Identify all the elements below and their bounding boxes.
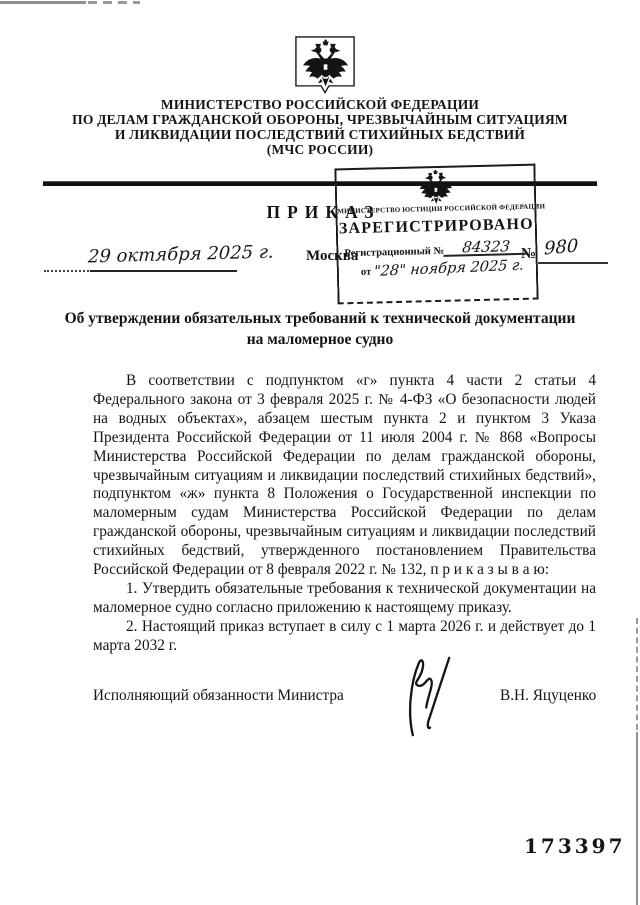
order-city: Москва xyxy=(306,248,359,264)
stamp-registered-label: ЗАРЕГИСТРИРОВАНО xyxy=(338,215,534,238)
order-subject xyxy=(43,308,597,350)
doc-type-title: ПРИКАЗ xyxy=(266,202,381,222)
stamp-reg-row xyxy=(344,239,527,259)
ministry-header-line: (МЧС РОССИИ) xyxy=(266,142,374,157)
scan-artifact-top-dashes xyxy=(88,1,140,4)
scan-artifact-right-dashes xyxy=(636,618,638,730)
justice-registration-stamp xyxy=(334,164,546,305)
body-paragraph: 2. Настоящий приказ вступает в силу с 1 марта 2026 г. и действует до 1 марта 2032 г. xyxy=(93,617,596,654)
ministry-header-line: МИНИСТЕРСТВО РОССИЙСКОЙ ФЕДЕРАЦИИ xyxy=(160,97,480,112)
ministry-header-line: И ЛИКВИДАЦИИ ПОСЛЕДСТВИЙ СТИХИЙНЫХ БЕДСТВИЙ xyxy=(114,127,526,142)
signature-mark xyxy=(398,653,466,739)
document-code: 173397 xyxy=(524,834,626,858)
order-subject-line: Об утверждении обязательных требований к технической документации xyxy=(64,310,576,327)
stamp-date-handwritten: "28" ноября 2025 г. xyxy=(373,257,525,280)
stamp-date-row xyxy=(361,259,536,279)
stamp-eagle-icon xyxy=(415,169,456,206)
date-underline-dots xyxy=(44,270,92,272)
signatory-position: Исполняющий обязанности Министра xyxy=(93,687,344,704)
date-underline xyxy=(90,270,237,272)
body-paragraph: 1. Утвердить обязательные требования к технической документации на маломерное судно согласно приложению к настоящему приказу. xyxy=(93,579,596,616)
stamp-date-prefix: от xyxy=(360,266,372,278)
ministry-header xyxy=(0,97,640,157)
order-body xyxy=(93,372,596,656)
order-number-handwritten: 980 xyxy=(543,235,579,260)
scan-artifact-right-solid xyxy=(636,732,638,905)
stamp-authority: МИНИСТЕРСТВО ЮСТИЦИИ РОССИЙСКОЙ ФЕДЕРАЦИИ xyxy=(337,203,546,216)
stamp-reg-label: Регистрационный № xyxy=(344,245,445,260)
order-number-underline xyxy=(538,262,608,264)
order-date-handwritten: 29 октября 2025 г. xyxy=(87,241,275,268)
order-subject-line: на маломерное судно xyxy=(246,331,394,348)
body-paragraph: В соответствии с подпунктом «г» пункта 4 части 2 статьи 4 Федерального закона от 3 февраля 2025 г. № 4-ФЗ «О безопасности людей на водных объектах», абзацем шестым пункта 2 и пунктом 3 Указа Президента Российской Федерации от 11 июля 2004 г. № 868 «Вопросы Министерства Российской Федерации по делам гражданской обороны, чрезвычайным ситуациям и ликвидации последствий стихийных бедствий», подпунктом «ж» пункта 8 Положения о Государственной инспекции по маломерным судам Министерства Российской Федерации по делам гражданской обороны, чрезвычайным ситуациям и ликвидации последствий стихийных бедствий, утвержденного постановлением Правительства Российской Федерации от 8 февраля 2022 г. № 132, п р и к а з ы в а ю: xyxy=(93,372,596,579)
coat-of-arms-icon xyxy=(294,35,356,98)
ministry-header-line: ПО ДЕЛАМ ГРАЖДАНСКОЙ ОБОРОНЫ, ЧРЕЗВЫЧАЙНЫМ СИТУАЦИЯМ xyxy=(72,112,568,127)
scan-artifact-top-line xyxy=(0,1,86,4)
signatory-name: В.Н. Яцуценко xyxy=(500,687,597,704)
order-number-sign: № xyxy=(521,246,537,262)
stamp-reg-number-handwritten: 84323 xyxy=(443,239,528,257)
